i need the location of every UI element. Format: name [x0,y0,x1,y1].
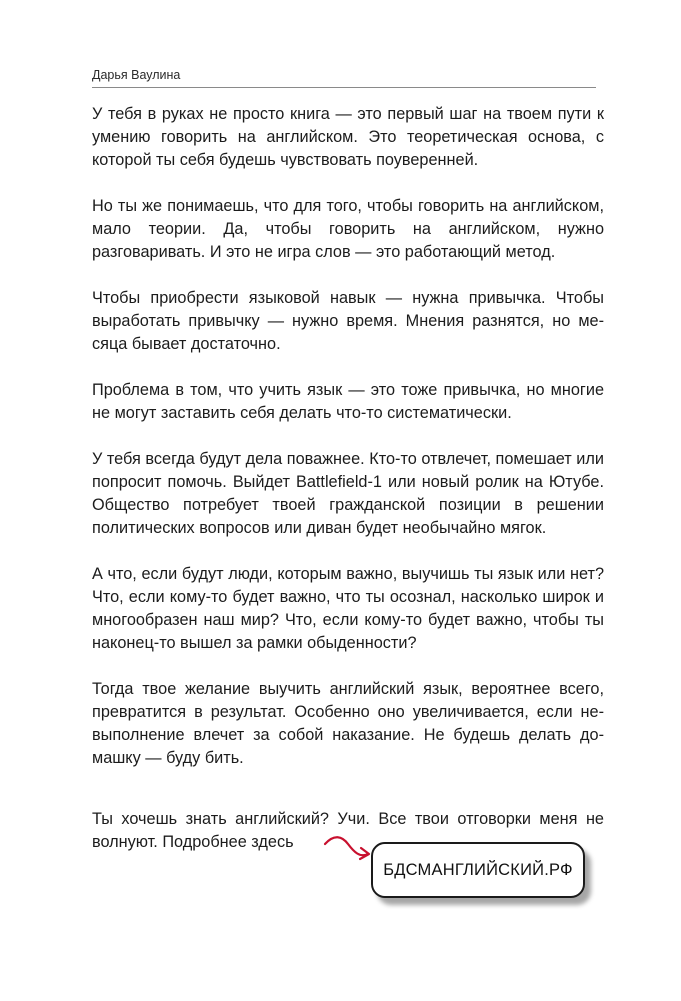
paragraph: У тебя всегда будут дела поважнее. Кто-то отвлечет, помешает или попросит помочь. Выйдет Battlefield-1 или новый ролик на Ютубе. Общество потребует твоей гражданской позиции в решении политических вопросов или диван будет необычайно мягок. [92,450,604,537]
paragraph: У тебя в руках не просто книга — это первый шаг на твоем пути к умению говорить на английском. Это теоретическая основа, с которой ты себя будешь чувствовать поувереннeй. [92,105,604,169]
paragraph: Чтобы приобрести языковой навык — нужна привычка. Чтобы выработать привычку — нужно время. Мнения разнятся, но месяца бывает достаточно. [92,289,604,353]
paragraph: А что, если будут люди, которым важно, выучишь ты язык или нет? Что, если кому-то будет важно, что ты осознал, насколько широк и многообразен наш мир? Что, если кому-то будет важно, чтобы ты наконец-то вышел за рамки обыденности? [92,565,604,652]
body-text [92,103,604,793]
paragraph: Тогда твое желание выучить английский язык, вероятнее всего, превратится в результат. Особенно оно увеличивается, если невыполнение влечет за собой наказание. Не будешь делать домашку — буду бить. [92,680,604,767]
running-header-author: Дарья Ваулина [92,68,181,82]
curved-arrow-icon [322,832,374,866]
site-link-label: БДСМАНГЛИЙСКИЙ.РФ [383,860,573,879]
paragraph: Проблема в том, что учить язык — это тоже привычка, но многие не могут заставить себя делать что-то систематически. [92,381,604,422]
header-divider [92,87,596,88]
cta-text: Ты хочешь знать английский? Учи. Все твои отговорки меня не волнуют. Подробнее здесь [92,810,604,851]
site-link-button[interactable] [371,842,585,898]
paragraph: Но ты же понимаешь, что для того, чтобы говорить на английском, мало теории. Да, чтобы говорить на английском, нужно разговаривать. И это не игра слов — это работающий метод. [92,197,604,261]
